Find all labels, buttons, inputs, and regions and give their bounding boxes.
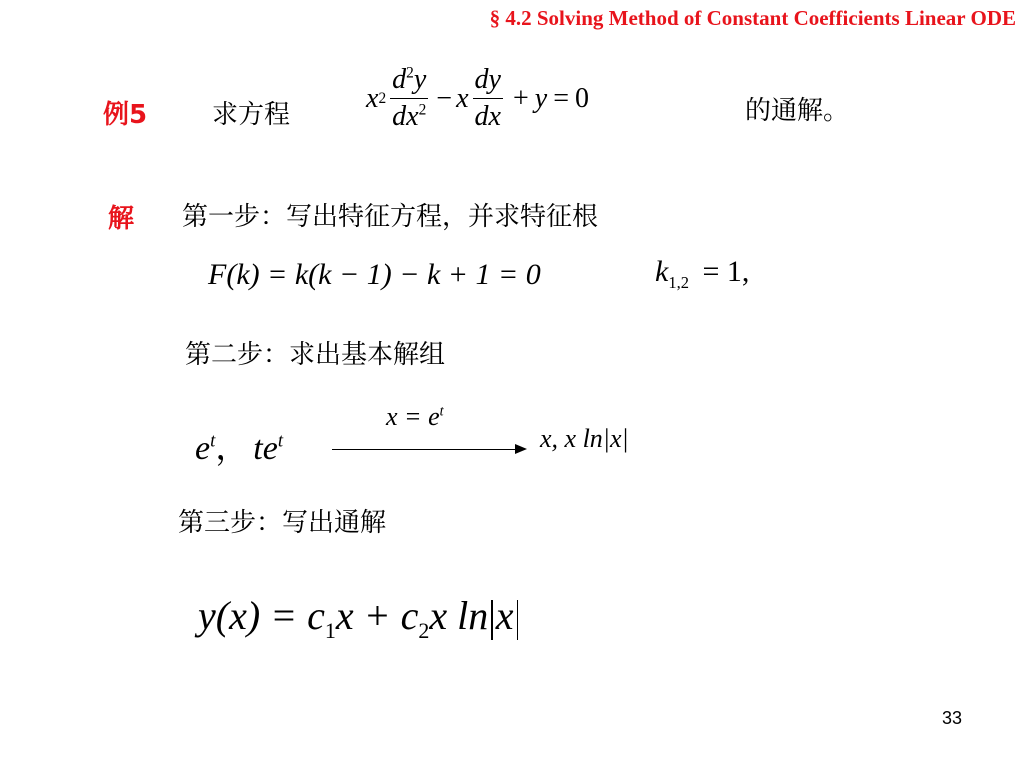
transform-arrow-line: [332, 449, 516, 450]
slide-header-title: § 4.2 Solving Method of Constant Coefficients Linear ODE: [489, 6, 1016, 30]
page-number: 33: [941, 708, 962, 728]
basis-solutions: $e^t$， $te^t$: [195, 430, 284, 467]
general-solution: $y(x) = c_1x + c_2x$ ln x: [198, 592, 518, 644]
example-equation: x 2 $\frac{d^2y}{dx^2}$ − x $\frac{dy}{dx}$ + y = 0: [366, 64, 589, 132]
step2-text: 第二步：求出基本解组: [185, 340, 446, 370]
transformed-basis: x, x ln|x|: [540, 424, 629, 453]
example-prompt: 求方程: [212, 100, 291, 130]
step1-text: 第一步：写出特征方程，并求特征根: [182, 202, 599, 232]
characteristic-equation: F(k) = k(k − 1) − k + 1 = 0: [208, 258, 541, 291]
characteristic-roots: $k_{1,2} = 1$,: [655, 255, 750, 292]
step3-text: 第三步：写出通解: [178, 508, 387, 538]
solution-label: 解: [108, 204, 135, 234]
substitution-label: $x = e^t$: [386, 402, 444, 431]
example-label: 例5: [103, 100, 148, 130]
second-derivative-fraction: $\frac{d^2y}{dx^2}$: [392, 64, 427, 132]
first-derivative-fraction: $\frac{dy}{dx}$: [474, 64, 501, 132]
example-suffix: 的通解。: [745, 96, 850, 126]
arrow-right-icon: [515, 444, 527, 454]
